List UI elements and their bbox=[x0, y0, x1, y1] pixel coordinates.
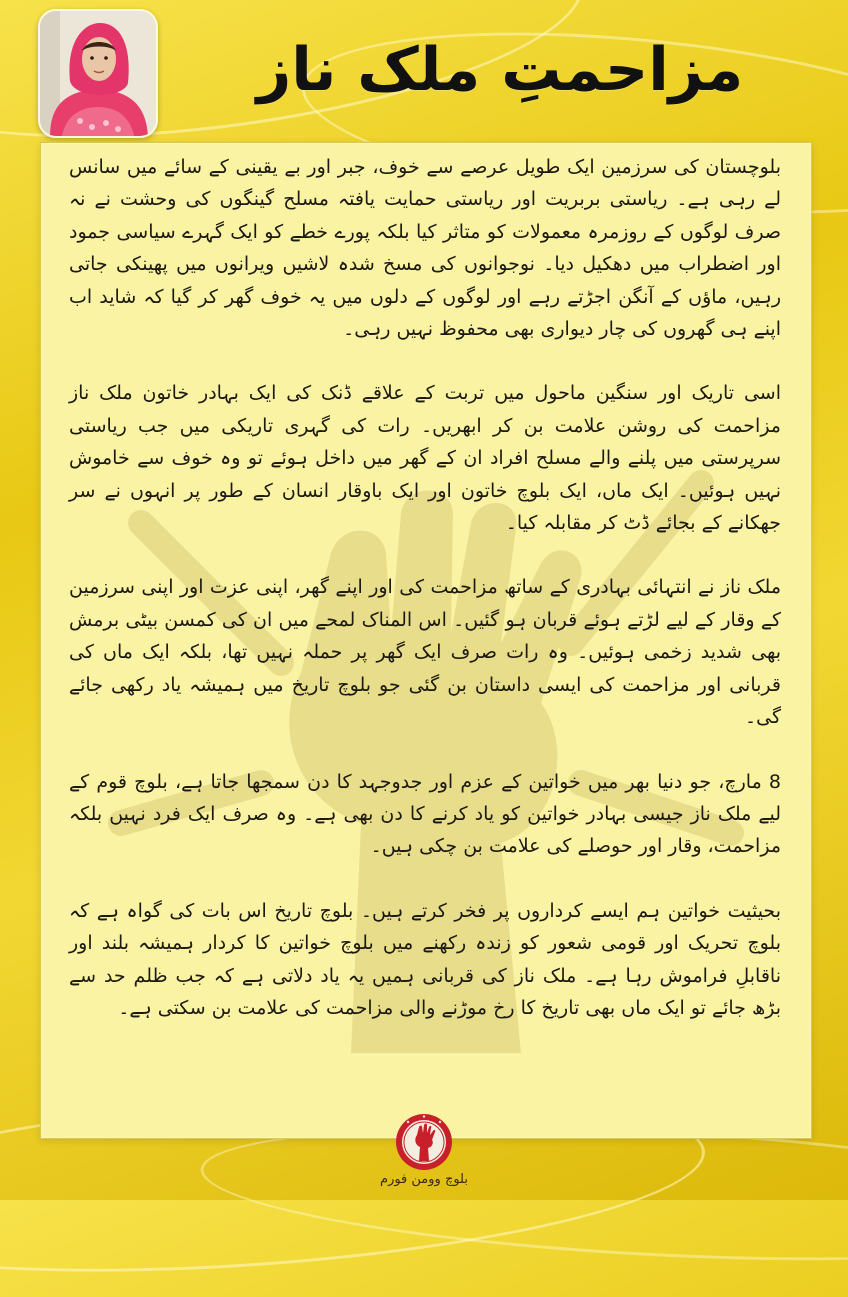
page-title: مزاحمتِ ملک ناز bbox=[256, 35, 744, 105]
portrait-photo bbox=[38, 9, 158, 138]
woman-portrait-icon bbox=[40, 11, 156, 136]
organization-name: بلوچ وومن فورم bbox=[380, 1172, 468, 1187]
raised-fist-logo-icon bbox=[395, 1113, 453, 1171]
article-panel bbox=[40, 142, 812, 1139]
article-paragraph: بلوچستان کی سرزمین ایک طویل عرصے سے خوف، جبر اور بے یقینی کے سائے میں سانس لے رہی ہے۔ ریاستی بربریت اور ریاستی حمایت یافتہ مسلح گینگوں کی وحشت نے نہ صرف لوگوں کے روزمرہ معمولات کو متاثر کیا بلکہ پورے خطے کو ایک گہرے سیاسی جمود اور اضطراب میں دھکیل دیا۔ نوجوانوں کی مسخ شدہ لاشیں ویرانوں میں پھینکی جاتی رہیں، ماؤں کے آنگن اجڑتے رہے اور لوگوں کے دلوں میں یہ خوف گھر کر گیا کہ شاید اب اپنے ہی گھروں کی چار دیواری بھی محفوظ نہیں رہی۔ bbox=[69, 156, 781, 341]
article-paragraph: 8 مارچ، جو دنیا بھر میں خواتین کے عزم اور جدوجہد کا دن سمجھا جاتا ہے، بلوچ قوم کے لیے ملک ناز جیسی بہادر خواتین کو یاد کرنے کا دن بھی ہے۔ وہ صرف ایک فرد نہیں بلکہ مزاحمت، وقار اور حوصلے کی علامت بن چکی ہیں۔ bbox=[69, 770, 781, 858]
article-paragraph: اسی تاریک اور سنگین ماحول میں تربت کے علاقے ڈنک کی ایک بہادر خاتون ملک ناز مزاحمت کی روشن علامت بن کر ابھریں۔ رات کی گہری تاریکی میں جب ریاستی سرپرستی میں پلنے والے مسلح افراد ان کے گھر میں داخل ہوئے تو وہ خوف سے خاموش نہیں ہوئیں۔ ایک ماں، ایک بلوچ خاتون اور ایک باوقار انسان کے طور پر انہوں نے سر جھکانے کے بجائے ڈٹ کر مقابلہ کیا۔ bbox=[69, 382, 781, 535]
article-paragraph: بحیثیت خواتین ہم ایسے کرداروں پر فخر کرتے ہیں۔ بلوچ تاریخ اس بات کی گواہ ہے کہ بلوچ تحریک اور قومی شعور کو زندہ رکھنے میں بلوچ خواتین کا کردار ہمیشہ بلند اور ناقابلِ فراموش رہا ہے۔ ملک ناز کی قربانی ہمیں یہ یاد دلاتی ہے کہ جب ظلم حد سے بڑھ جائے تو ایک ماں بھی تاریخ کا رخ موڑنے والی مزاحمت کی علامت بن سکتی ہے۔ bbox=[69, 899, 781, 1019]
article-paragraph: ملک ناز نے انتہائی بہادری کے ساتھ مزاحمت کی اور اپنے گھر، اپنی عزت اور اپنی سرزمین کے وقار کے لیے لڑتے ہوئے قربان ہو گئیں۔ اس المناک لمحے میں ان کی کمسن بیٹی برمش بھی شدید زخمی ہوئیں۔ وہ رات صرف ایک گھر پر حملہ نہیں تھا، بلکہ ایک ماں کی قربانی اور مزاحمت کی ایسی داستان بن گئی جو بلوچ تاریخ میں ہمیشہ یاد رکھی جائے گی۔ bbox=[69, 576, 781, 729]
article-body bbox=[69, 151, 781, 1024]
organization-logo bbox=[395, 1113, 453, 1171]
